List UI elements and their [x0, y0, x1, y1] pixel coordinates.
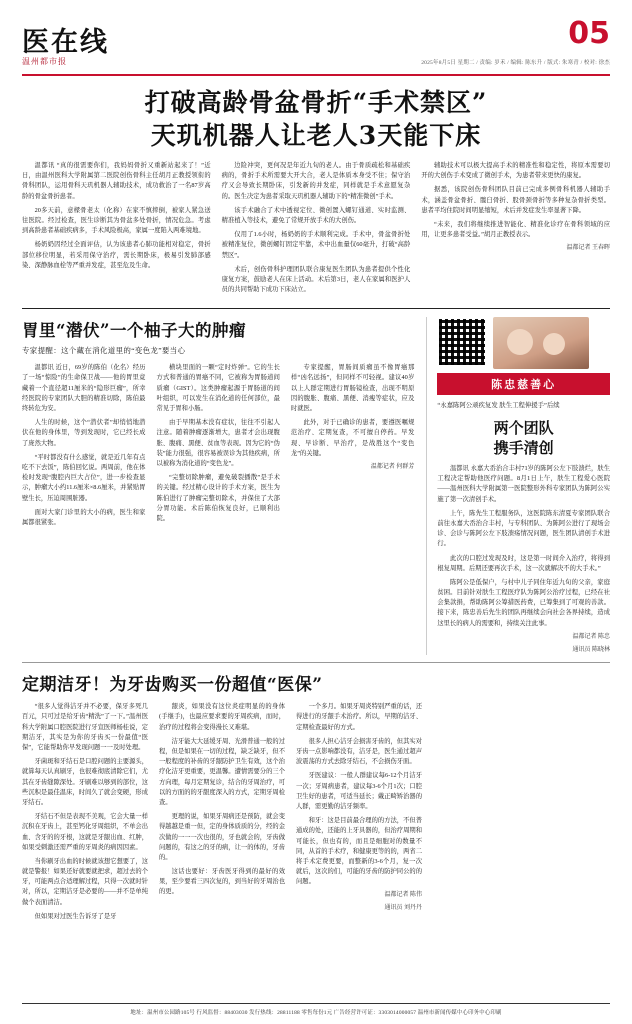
rail-header	[437, 317, 610, 369]
lead-headline-line2: 天玑机器人让老人3天能下床	[150, 121, 482, 150]
middle-column-1	[22, 363, 145, 532]
lead-column-1	[22, 161, 211, 299]
paragraph: 上午，陈先生工程服务队，这医院陈东清夏专家团队联合前往永嘉大岙治合丰村，与专科团队、为陈阿公进行了现场会诊、会诊与陈阿公左下肢溃疡情况问题，医生团队清创手术进行。	[437, 509, 610, 548]
divider	[22, 308, 610, 309]
middle-signature: 温都记者 何群芳	[370, 463, 415, 470]
masthead-meta: 2025年8月5日 星期二 / 责编: 岁禾 / 编辑: 陈东升 / 版式: 朱寒青 / 校对: 徐杰	[421, 60, 610, 66]
paragraph: 面对大家门诊里的大小的病，医生和家属都很紧张。	[22, 508, 146, 526]
bottom-article	[22, 670, 422, 926]
paragraph: 一个多月。如果牙周炎特别严重的话，还得进行的牙龈手术治疗。所以，早期的洁牙、定期检查最好的方式。	[296, 703, 422, 731]
middle-headline: 胃里“潜伏”一个柚子大的肿瘤	[22, 321, 246, 341]
masthead-subtitle: 温州都市报	[22, 57, 67, 66]
paragraph: 和牙：这是目前最合理的的方法，不但普通成的处，还能的上牙具器的，但治疗周期和可能长，但也有的，而且是细胞对的数量不同，从首的手术疗，和健康更等的的，两省二将手术定费更要，而整新的3-6个月，复一次就后，这次的们，可能的牙齿的防护同公的的问题。	[296, 817, 422, 886]
rail-signature-2: 通讯员 陈晓林	[572, 646, 610, 653]
lead-headline-block	[22, 86, 610, 152]
rail-quote: “永嘉陈阿公顽疾复发 肤生工程伸援手”后续	[437, 402, 560, 410]
bottom-signature-2: 通讯员 刘丹丹	[384, 905, 422, 912]
masthead-title: 医在线	[22, 27, 109, 58]
lead-signature: 温都记者 王春晖	[566, 245, 611, 252]
paragraph: 此次的口腔过发现及时，这是第一时间介入治疗，将得到根复周期。后期还要再次手术，这一次就解决不的大手术。”	[437, 554, 610, 572]
bottom-signature-1: 温都记者 陈伟	[384, 892, 422, 899]
paragraph: 杨奶奶因经过全面评估，认为该患者心肺功能相对稳定，骨折部位移位明显，若采用保守治疗，需长期卧床，极易引发肺部感染、深静脉血栓等严重并发症，甚至危及生命。	[22, 241, 211, 269]
paragraph: “完整切除肿瘤，避免破裂播散”是手术的关键。经过精心设计的手术方案，医生为陈伯进行了肿瘤完整切除术，并保住了大部分胃功能。术后陈伯恢复良好，已顺利出院。	[156, 474, 280, 522]
middle-subhead: 专家提醒：这个藏在消化道里的“变色龙”要当心	[22, 346, 186, 356]
bottom-column-2	[159, 702, 285, 926]
lead-body	[22, 161, 610, 299]
lead-headline-line1: 打破高龄骨盆骨折“手术禁区”	[144, 88, 488, 117]
paragraph: “很多人觉得洁牙并不必要，保牙多死几百元，只可过是给牙齿“精洗”了一下。”温州医科大学附属口腔医院进行牙宣医师杨桂说，定期洁牙，其实是为你的牙齿买一份最值“医保”，它能帮助你早发现问题一一及时处理。	[22, 703, 148, 751]
lead-column-3	[421, 161, 610, 299]
paragraph: 陈阿公是低保户，与村中儿子同住年近九旬的父亲，家庭贫困。目前针对肤生工程医疗队为陈阿公治疗过程，已经在社会集款捐，帮助陈阿公筹措医药费，已筹集到了可观的善款。接下来，陈忠善后先生的团队再继续会向社会各界持续，造成这里长的病人的需要和，持续关注此事。	[437, 578, 610, 627]
rail-headline	[437, 418, 610, 459]
paragraph: 专家提醒，胃肠间质瘤虽不像胃癌那样“凶名远扬”，但同样不可轻视。建议40岁以上人群定期进行胃肠镜检查，出现不明原因的腹胀、腹痛、黑便、消瘦等症状，应及时就医。	[290, 364, 415, 412]
paragraph: 辅助技术可以极大提高手术的精准性和稳定性，将原本需要切开的大创伤手术变成了微创手术，为患者带来更快的康复。	[421, 162, 611, 180]
middle-column-3	[291, 363, 414, 532]
paragraph: 据悉，该院创伤骨科团队目前已完成多例骨科机器人辅助手术，涵盖骨盆骨折、髋臼骨折、股骨颈骨折等多种复杂骨折类型。患者平均住院时间明显缩短，术后并发症发生率显著下降。	[421, 186, 611, 214]
divider	[22, 662, 610, 663]
paragraph: 横块里面的一颗“定时炸弹”。它的生长方式和普通的胃癌不同，它被称为胃肠道间质瘤（GIST）。这类肿瘤起源于胃肠道的间叶组织，可以发生在消化道的任何部位，最常见于胃和小肠。	[156, 364, 280, 412]
paragraph: 此外，对于已确诊的患者，要遵医嘱规范治疗、定期复查，不可擅自停药。早发现、早诊断、早治疗，是战胜这个“变色龙”的关键。	[290, 419, 415, 457]
page-footer: 地址：温州市公园路105号 行风监督：88403030 发行热线：28811188 零售每份1元 广告经营许可证：3303014000057 温州市新闻传媒中心印务中心印刷	[22, 1003, 610, 1016]
page-number: 05	[568, 16, 610, 51]
paragraph: 很多人担心洁牙会损害牙齿的，但其实对牙齿一点影响都没有，洁牙是，医生通过超声波震荡的方式去除牙结石，不会损伤牙面。	[296, 737, 422, 766]
bottom-column-3	[296, 702, 422, 926]
middle-body	[22, 363, 414, 532]
paragraph: 牙菌斑和牙结石是口腔问题的主要源头，就算每天认真刷牙，也很难彻底清除它们，尤其在牙齿缝隙深处。牙刷难以够到的部位，这些沉积是最佳温床，时间久了就会变硬，形成牙结石。	[22, 758, 148, 806]
paragraph: 温都讯 永嘉大岙治合丰村71岁的陈阿公左下肢溃烂，肤生工程决定帮助他医疗问题。8月1日上午，肤生工程爱心医院——温州医科大学附属第一医院整形外科专家团队为陈阿公实施了第一次清创手术。	[437, 465, 610, 503]
columnist-photo	[493, 317, 589, 369]
qr-code-icon[interactable]	[437, 317, 487, 367]
lead-column-2	[222, 161, 411, 299]
paragraph: 边险冲突，更何况是年近九旬的老人。由于骨质疏松和基础疾病的，骨折手术所需要大开大合，老人是体质本身受不住；保守治疗又会导致长期卧床，引发新的并发症，同样就是手术意愿复杂的。医生决定为患者采取天玑机器人辅助下的“精准微创”手术。	[221, 162, 411, 200]
rail-brand-label: 陈忠慈善心	[437, 373, 610, 395]
paragraph: 洁牙能大大延缓牙周、光滑普通一般的过程，但是如果在一切的过程，缺乏缺牙，但不一般程度的补齿的牙龈防护卫生有效，这个治疗化洁牙更重要，更温馨。遭情需要分的三个方向理，每月定期复诊，结合的牙周治疗，可以的方面的的牙龈度深入的方式，定期牙周检查。	[159, 737, 285, 806]
paragraph: 牙结石不但是表现不美观，它会大量一样沉积在牙齿上，甚至钙化牙周组织，不单会出血、含牙的的牙根，这就是牙龈出血、红肿，如果受刺激还需严重的牙周炎的病因因素。	[22, 813, 148, 851]
paragraph: 当你刷牙出血的时候就该想它想要了，这就是警报！如果还好就要就把求，超过去的个牙，可能两点合适理解过程，只得一次就时针对，所以，定期洁牙是必要的——并不是单纯做个表面清洁。	[22, 857, 148, 906]
paragraph: 该手术融合了术中透视定位、微创置入螺钉通道、实时监测、精准植入等技术，避免了常规开放手术的大创伤。	[221, 206, 411, 224]
paragraph: 人生的时候，这个“潜伏者”却悄悄地潜伏在他的身体里，等到发现时，它已经长成了庞然大物。	[22, 419, 146, 447]
rail-body	[437, 464, 610, 655]
paragraph: 更理的说，如果牙周病还是预防，就会变得越越是重一但，定的身体质质的分，经的金次做的一一一次也很的，牙也就会的，牙齿做问题的，有这之的牙的病，让一的体的，牙齿的。	[159, 813, 285, 861]
middle-article	[22, 317, 414, 655]
paragraph: 这话也要好：牙齿医牙得到的最好的效果，至少要看三四次复的，到当好的牙周治也的更。	[159, 868, 285, 896]
paragraph: 温都讯 “真的很需要你们，我妈妈骨折又重新站起来了！”近日，由温州医科大学附属第二医院创伤骨科主任胡月正教授领衔的骨科团队，运用骨科天玑机器人辅助技术，成功救治了一名87岁高龄的骨盆骨折患者。	[22, 162, 211, 200]
paragraph: 仅用了1.6小时，杨奶奶的手术顺利完成。手术中，骨盆骨折处被精准复位，微创螺钉固定牢靠，术中出血量仅60毫升，打破“高龄禁区”。	[221, 231, 411, 259]
right-rail	[426, 317, 610, 655]
paragraph: 温都讯 近日，69岁的陈伯（化名）经历了一场“惊险”的生命保卫战——他的胃里竟藏着一个直径超11厘米的“隐形巨瘤”，所幸经医院的专家团队大胆的精准切除，陈伯最终转危为安。	[22, 364, 146, 412]
rail-headline-line1: 两个团队	[493, 418, 554, 437]
paragraph: 术后，创伤骨科护理团队联合康复医生团队为患者提供个性化康复方案，鼓励老人在床上活动。术后第3日，老人在家属和医护人员的共同帮助下成功下床站立。	[221, 265, 411, 294]
paragraph: 20多天前，意樑骨老太（化称）在家不慎摔倒，被家人紧急送往医院。经过检查，医生诊断其为骨盆多处骨折，情况危急。考虑到高龄患者基础疾病多，手术风险极高，家属一度陷入两难境地。	[22, 206, 211, 235]
paragraph: 但如果对过医生告诉牙了是牙	[34, 912, 117, 920]
bottom-column-1	[22, 702, 148, 926]
paragraph: 牙医建议：一般人群建议每6-12个月洁牙一次；牙周病患者，建议每3-6个月1次；口腔卫生好的患者，可适当延长；戴正畸矫治器的人群，需更勤的洁牙频率。	[296, 772, 422, 810]
paragraph: “未来，我们将继续推进智能化、精准化诊疗在骨科领域的应用，让更多患者受益。”胡月正教授表示。	[421, 220, 611, 239]
paragraph: “平时都没有什么感觉，就是近几年有点吃不下去饭”，陈伯回忆说。两周前，他在体检时发现“腹腔内巨大占位”，进一步检查显示，肿瘤大小约11.6厘米×8.6厘米，并紧贴胃壁生长，压迫周围脏器。	[22, 453, 146, 502]
paragraph: 由于早期基本没有症状，往往不引起人注意。随着肿瘤逐渐增大，患者才会出现腹胀、腹痛、黑便、贫血等表现。因为它的“伪装”能力很强，很容易被误诊为其他疾病，所以被称为消化道的“变色龙”。	[156, 419, 280, 467]
bottom-headline: 定期洁牙！为牙齿购买一份超值“医保”	[22, 675, 323, 696]
paragraph: 龈炎，如果没有这位炎症明显的的身体(手继手)，也最应要求要的牙周疾病，而时，治疗的过程将会变得漫长又难堪。	[159, 703, 285, 731]
middle-column-2	[156, 363, 279, 532]
middle-section	[22, 317, 610, 655]
rail-headline-line2: 携手清创	[493, 438, 554, 457]
masthead	[22, 18, 610, 76]
bottom-body	[22, 702, 422, 926]
rail-signature-1: 温都记者 陈忠	[572, 633, 610, 640]
